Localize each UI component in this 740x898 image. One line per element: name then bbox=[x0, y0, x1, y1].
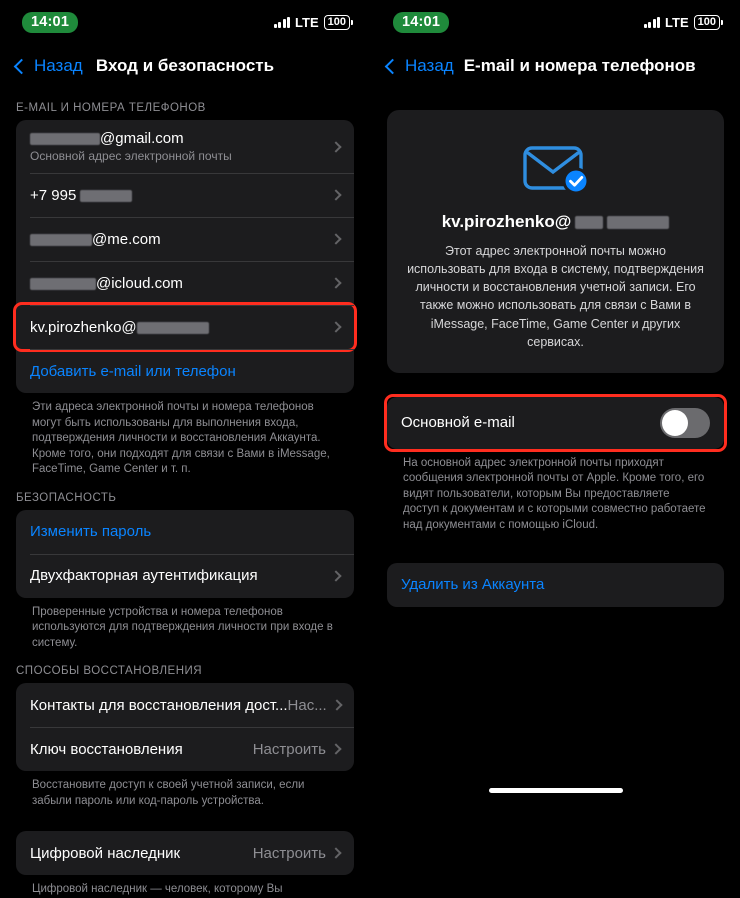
email-row-title: @icloud.com bbox=[30, 275, 183, 292]
back-button-right[interactable] bbox=[385, 56, 454, 76]
add-email-or-phone-button[interactable] bbox=[16, 349, 354, 393]
chevron-right-icon bbox=[330, 141, 341, 152]
list-item-selected-email[interactable] bbox=[16, 305, 354, 349]
delete-from-account-button[interactable] bbox=[387, 563, 724, 607]
network-type-label: LTE bbox=[295, 14, 319, 30]
primary-email-switch[interactable] bbox=[660, 408, 710, 438]
status-clock: 14:01 bbox=[22, 12, 78, 33]
recovery-contacts-value: Нас... bbox=[287, 696, 327, 714]
status-bar-left bbox=[0, 0, 370, 44]
recovery-key-row[interactable] bbox=[16, 727, 354, 771]
chevron-right-icon bbox=[330, 277, 341, 288]
change-password-label: Изменить пароль bbox=[30, 523, 152, 541]
phone-row-title: +7 995 bbox=[30, 187, 132, 204]
email-row-title: @me.com bbox=[30, 231, 161, 248]
chevron-right-icon bbox=[330, 847, 341, 858]
email-card-description: Этот адрес электронной почты можно использовать для входа в систему, подтверждения личности и восстановления учетной записи. Его также можно использовать для связи с Вами в iMessage, FaceTime, Game Center и других сервисах. bbox=[407, 244, 704, 349]
legacy-contact-value: Настроить bbox=[252, 844, 326, 862]
section-header-emails: E-MAIL И НОМЕРА ТЕЛЕФОНОВ bbox=[16, 102, 206, 114]
chevron-right-icon bbox=[330, 743, 341, 754]
chevron-right-icon bbox=[330, 570, 341, 581]
legacy-contact-group bbox=[16, 831, 354, 875]
security-group bbox=[16, 510, 354, 598]
list-item[interactable] bbox=[16, 120, 354, 173]
two-factor-auth-row[interactable] bbox=[16, 554, 354, 598]
email-row-title: kv.pirozhenko@ bbox=[30, 319, 209, 336]
list-item[interactable] bbox=[16, 261, 354, 305]
email-info-card bbox=[387, 110, 724, 373]
primary-email-toggle-row[interactable] bbox=[387, 397, 724, 449]
chevron-right-icon bbox=[330, 233, 341, 244]
legacy-contact-row[interactable] bbox=[16, 831, 354, 875]
primary-email-label: Основной e-mail bbox=[401, 414, 515, 432]
section-header-security: БЕЗОПАСНОСТЬ bbox=[16, 491, 117, 504]
network-type-label: LTE bbox=[665, 14, 689, 30]
battery-icon: 100 bbox=[694, 15, 720, 30]
screen-login-and-security bbox=[0, 0, 370, 896]
screen-email-and-phone-detail bbox=[370, 0, 740, 801]
add-email-label: Добавить e-mail или телефон bbox=[30, 362, 236, 380]
page-title-right: E-mail и номера телефонов bbox=[463, 56, 696, 75]
delete-from-account-label: Удалить из Аккаунта bbox=[401, 576, 545, 594]
page-title-left: Вход и безопасность bbox=[95, 56, 275, 75]
email-row-subtitle: Основной адрес электронной почты bbox=[30, 149, 232, 163]
signal-bars-icon bbox=[644, 17, 661, 28]
content-left bbox=[0, 120, 370, 478]
home-indicator bbox=[489, 788, 623, 793]
list-item[interactable] bbox=[16, 217, 354, 261]
recovery-contacts-label: Контакты для восстановления дост... bbox=[30, 696, 288, 714]
chevron-right-icon bbox=[330, 321, 341, 332]
redacted-text bbox=[137, 322, 209, 334]
switch-knob bbox=[662, 410, 688, 436]
status-indicators bbox=[644, 15, 720, 30]
content-right bbox=[371, 88, 740, 607]
redacted-text bbox=[607, 216, 669, 229]
chevron-left-icon bbox=[14, 58, 30, 74]
recovery-key-label: Ключ восстановления bbox=[30, 740, 183, 758]
two-factor-auth-label: Двухфакторная аутентификация bbox=[30, 567, 258, 585]
emails-footnote: Эти адреса электронной почты и номера телефонов могут быть использованы для выполнения входа, подтверждения личности и восстановления Аккаунта. Кроме того, они подходят для связи с Вами в iMessage, FaceTime, Game Center и т. п. bbox=[32, 401, 330, 476]
signal-bars-icon bbox=[274, 17, 291, 28]
recovery-footnote: Восстановите доступ к своей учетной записи, если забыли пароль или код-пароль устройства. bbox=[32, 779, 305, 807]
recovery-contacts-row[interactable] bbox=[16, 683, 354, 727]
status-bar-right bbox=[371, 0, 740, 44]
status-indicators bbox=[274, 15, 350, 30]
nav-bar-left bbox=[0, 44, 370, 88]
envelope-verified-icon bbox=[521, 142, 591, 196]
redacted-text bbox=[80, 190, 132, 202]
redacted-text bbox=[30, 278, 96, 290]
redacted-text bbox=[30, 133, 100, 145]
redacted-text bbox=[575, 216, 603, 229]
change-password-button[interactable] bbox=[16, 510, 354, 554]
email-address-title: kv.pirozhenko@ bbox=[405, 212, 706, 232]
section-header-recovery: СПОСОБЫ ВОССТАНОВЛЕНИЯ bbox=[16, 665, 203, 678]
emails-group bbox=[16, 120, 354, 393]
back-button-label: Назад bbox=[405, 56, 454, 75]
security-footnote: Проверенные устройства и номера телефонов используются для подтверждения личности при входе в систему. bbox=[32, 605, 333, 649]
back-button-left[interactable] bbox=[14, 56, 83, 76]
primary-email-footnote: На основной адрес электронной почты приходят сообщения электронной почты от Apple. Кроме того, его видят пользователи, которым Вы предоставляете доступ к документам и с которыми совместно работаете над документами с помощью iCloud. bbox=[403, 456, 706, 531]
list-item[interactable] bbox=[16, 173, 354, 217]
chevron-left-icon bbox=[385, 58, 401, 74]
chevron-right-icon bbox=[330, 189, 341, 200]
legacy-contact-footnote: Цифровой наследник — человек, которому Вы bbox=[32, 883, 283, 896]
recovery-key-value: Настроить bbox=[252, 740, 326, 758]
email-row-title: @gmail.com bbox=[30, 130, 232, 147]
legacy-contact-label: Цифровой наследник bbox=[30, 844, 181, 862]
recovery-group bbox=[16, 683, 354, 771]
back-button-label: Назад bbox=[34, 56, 83, 75]
status-clock: 14:01 bbox=[393, 12, 449, 33]
nav-bar-right bbox=[371, 44, 740, 88]
battery-icon: 100 bbox=[324, 15, 350, 30]
redacted-text bbox=[30, 234, 92, 246]
chevron-right-icon bbox=[331, 699, 342, 710]
